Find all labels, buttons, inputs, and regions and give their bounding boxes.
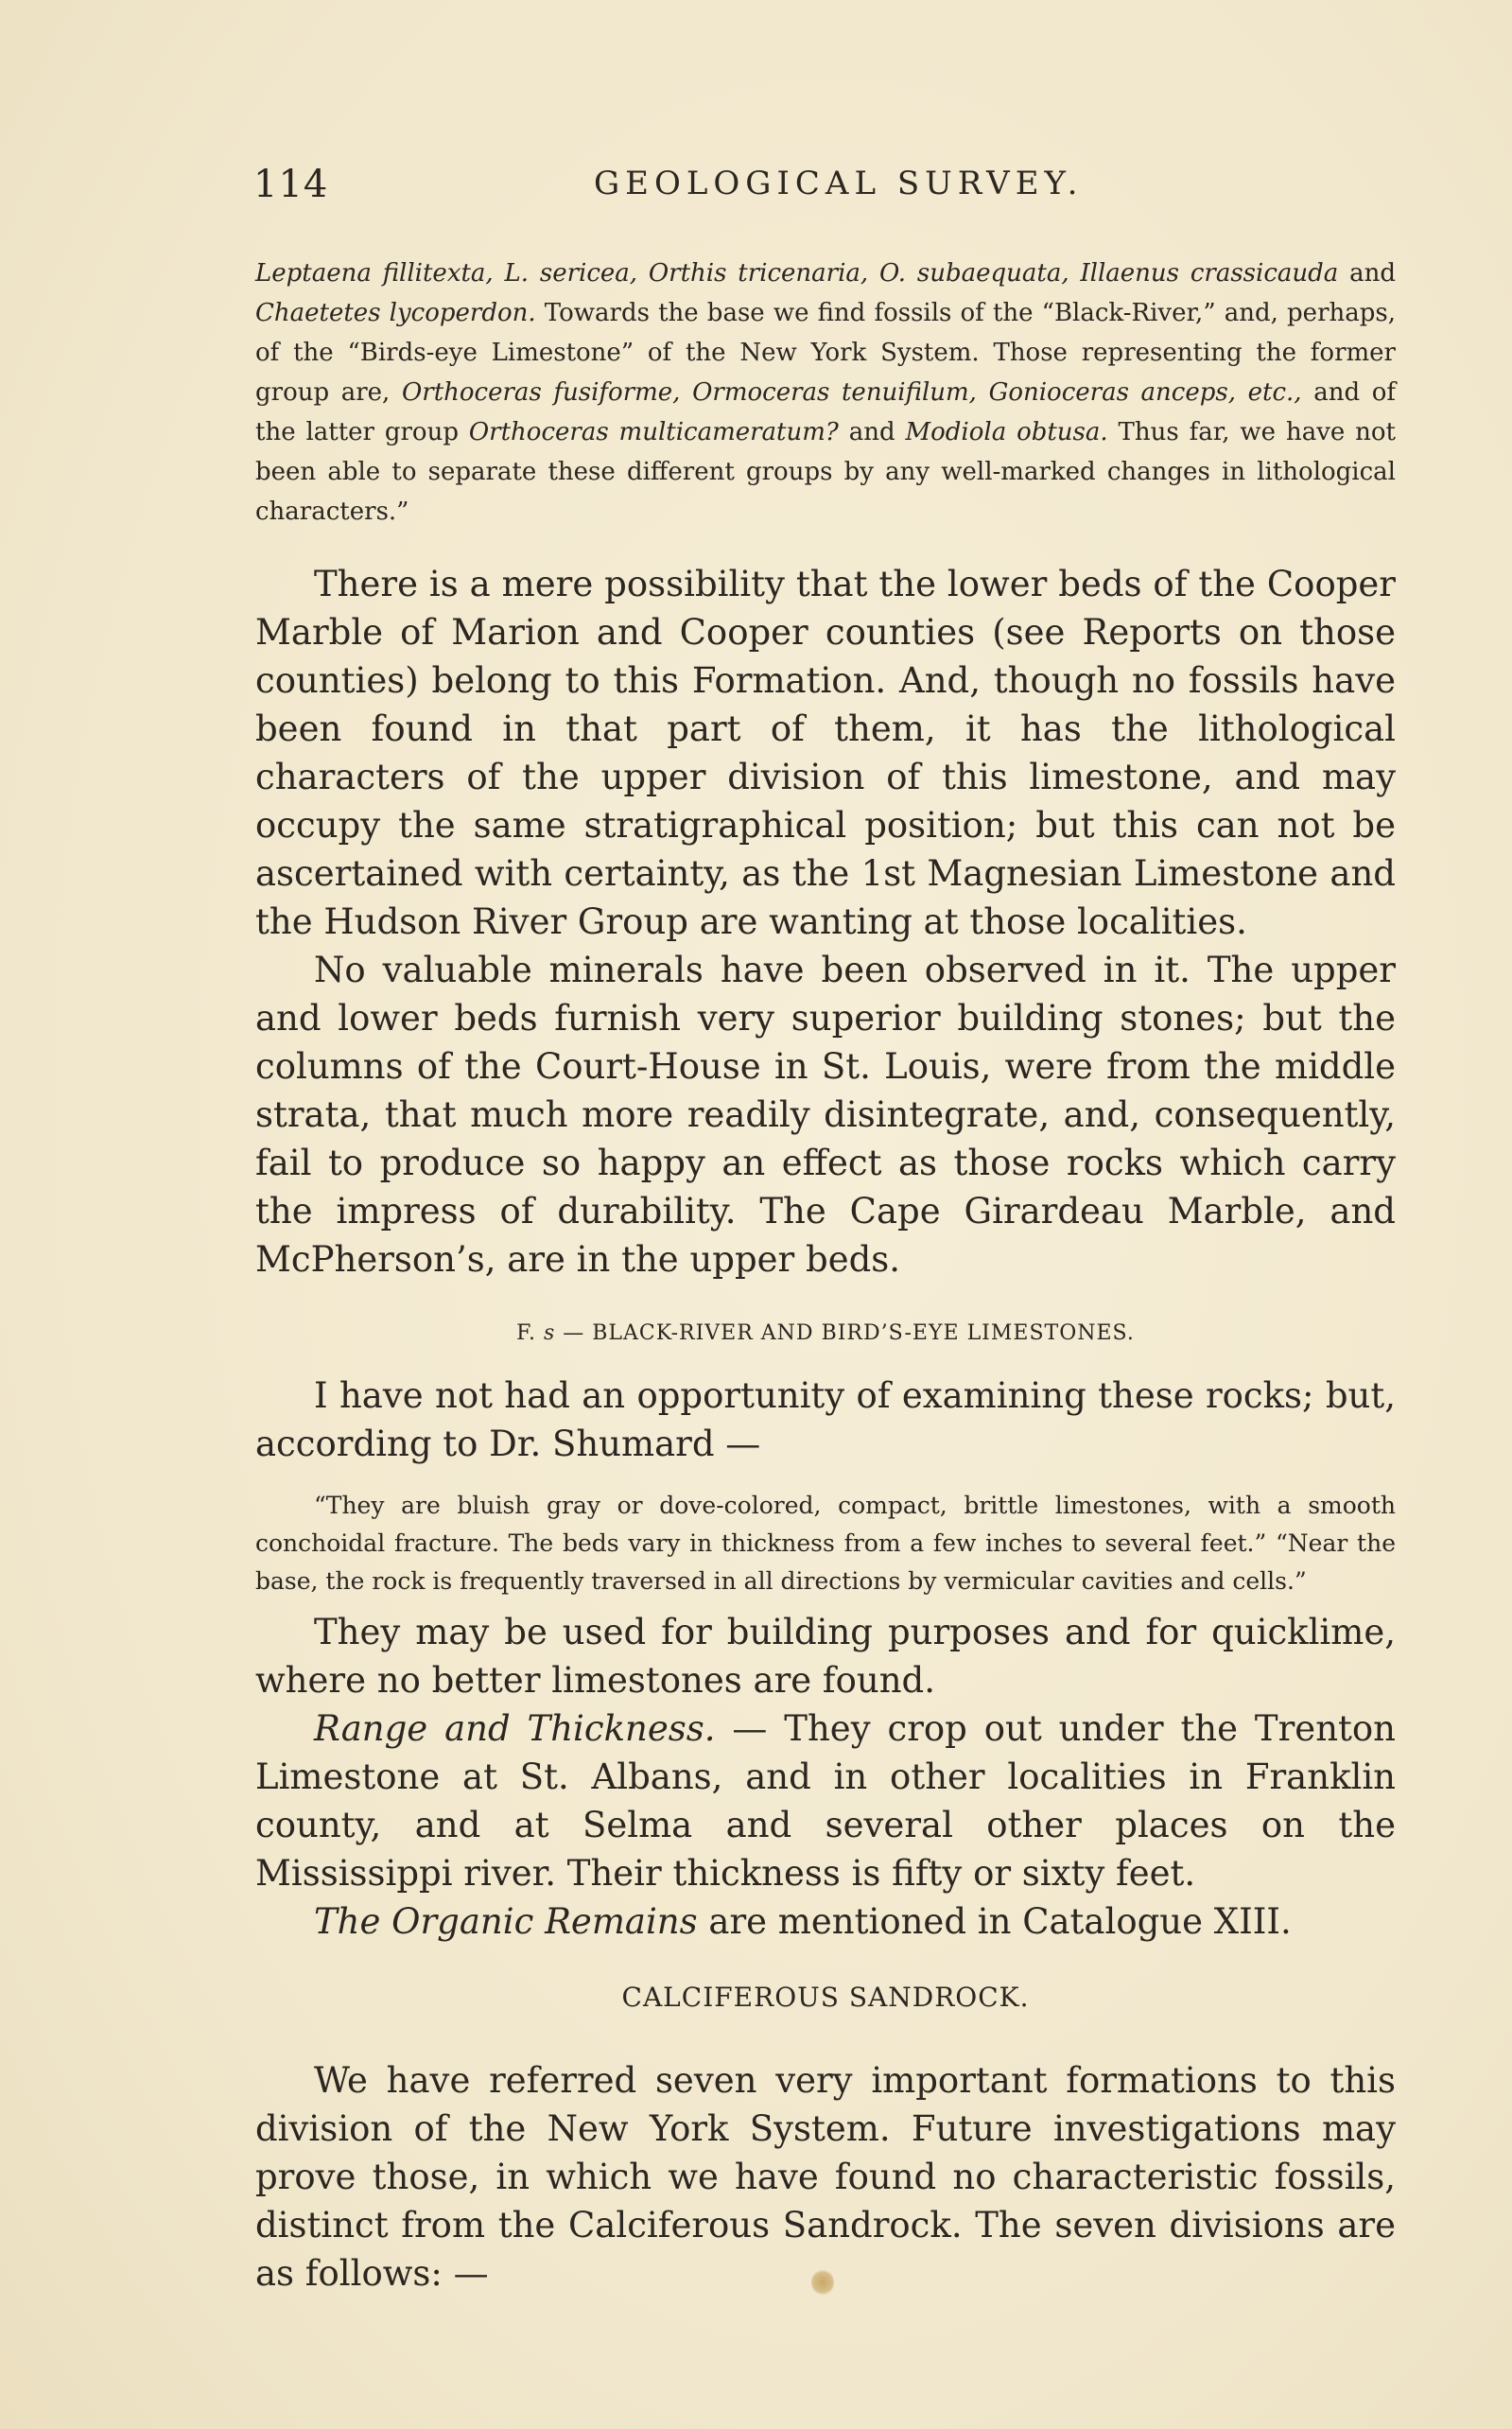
- page-header: [253, 159, 1398, 216]
- page-number: 114: [253, 163, 329, 206]
- quote-text: Towards the base we find fossils of the “Black-River,” and, perhaps, of the “Birds-eye Limestone” of the New York System. Those representing the former group are,: [255, 299, 1396, 407]
- fossil-list-italic: Orthoceras fusiforme, Ormoceras tenuifilum, Gonioceras anceps, etc.,: [401, 378, 1302, 407]
- page-content: [255, 253, 1396, 2298]
- quote-text: and: [838, 418, 906, 446]
- paragraph-minerals: No valuable minerals have been observed in it. The upper and lower beds furnish very superior building stones; but the columns of the Court-House in St. Louis, were from the middle strata, that much more readily disintegrate, and, consequently, fail to produce so happy an effect as those rocks which carry the impress of durability. The Cape Girardeau Marble, and McPherson’s, are in the upper beds.: [255, 950, 1396, 1280]
- section-heading-black-river: [255, 1321, 1396, 1345]
- fossil-name-italic: Modiola obtusa.: [905, 418, 1108, 446]
- printer-ornament: [811, 2268, 834, 2297]
- section-title: — BLACK-RIVER AND BIRD’S-EYE LIMESTONES.: [555, 1321, 1135, 1345]
- quoted-passage-fossils: [255, 253, 1396, 532]
- organic-remains-text: are mentioned in Catalogue XIII.: [697, 1901, 1292, 1942]
- quoted-passage-shumard: “They are bluish gray or dove-colored, compact, brittle limestones, with a smooth conchoidal fracture. The beds vary in thickness from a few inches to several feet.” “Near the base, the rock is frequently traversed in all directions by vermicular cavities and cells.”: [255, 1492, 1396, 1595]
- paragraph-shumard-intro: I have not had an opportunity of examining these rocks; but, according to Dr. Shumard —: [255, 1375, 1396, 1464]
- running-head: GEOLOGICAL SURVEY.: [594, 165, 1084, 202]
- quote-text: and: [1338, 259, 1396, 288]
- fossil-name-italic: Orthoceras multicameratum?: [468, 418, 839, 446]
- paragraph-organic-remains: [255, 1897, 1396, 1946]
- paragraph-building-use: They may be used for building purposes and for quicklime, where no better limestones are found.: [255, 1612, 1396, 1701]
- quote-text: and of the latter group: [255, 378, 1396, 446]
- paragraph-cooper-marble: There is a mere possibility that the lower beds of the Cooper Marble of Marion and Cooper counties (see Reports on those counties) belong to this Formation. And, though no fossils have been found in that part of them, it has the lithological characters of the upper division of this limestone, and may occupy the same stratigraphical position; but this can not be ascertained with certainty, as the 1st Magnesian Limestone and the Hudson River Group are wanting at those localities.: [255, 564, 1396, 942]
- organic-remains-label: The Organic Remains: [314, 1901, 698, 1942]
- range-thickness-text: — They crop out under the Trenton Limestone at St. Albans, and in other localities in Franklin county, and at Selma and several other places on the Mississippi river. Their thickness is fifty or sixty feet.: [255, 1708, 1396, 1894]
- paragraph-range-thickness: [255, 1704, 1396, 1897]
- quote-text: Thus far, we have not been able to separate these different groups by any well-marked changes in lithological characters.”: [255, 418, 1396, 526]
- section-heading-calciferous: CALCIFEROUS SANDROCK.: [621, 1982, 1030, 2013]
- fossil-name-italic: Chaetetes lycoperdon.: [255, 299, 536, 327]
- range-thickness-label: Range and Thickness.: [314, 1708, 716, 1749]
- section-label: F.: [516, 1321, 544, 1345]
- fossil-list-italic: Leptaena fillitexta, L. sericea, Orthis tricenaria, O. subaequata, Illaenus crassicauda: [255, 259, 1339, 288]
- section-label-italic: s: [543, 1321, 556, 1345]
- paragraph-seven-formations: We have referred seven very important formations to this division of the New York System. Future investigations may prove those, in which we have found no characteristic fossils, distinct from the Calciferous Sandrock. The seven divisions are as follows: —: [255, 2060, 1396, 2294]
